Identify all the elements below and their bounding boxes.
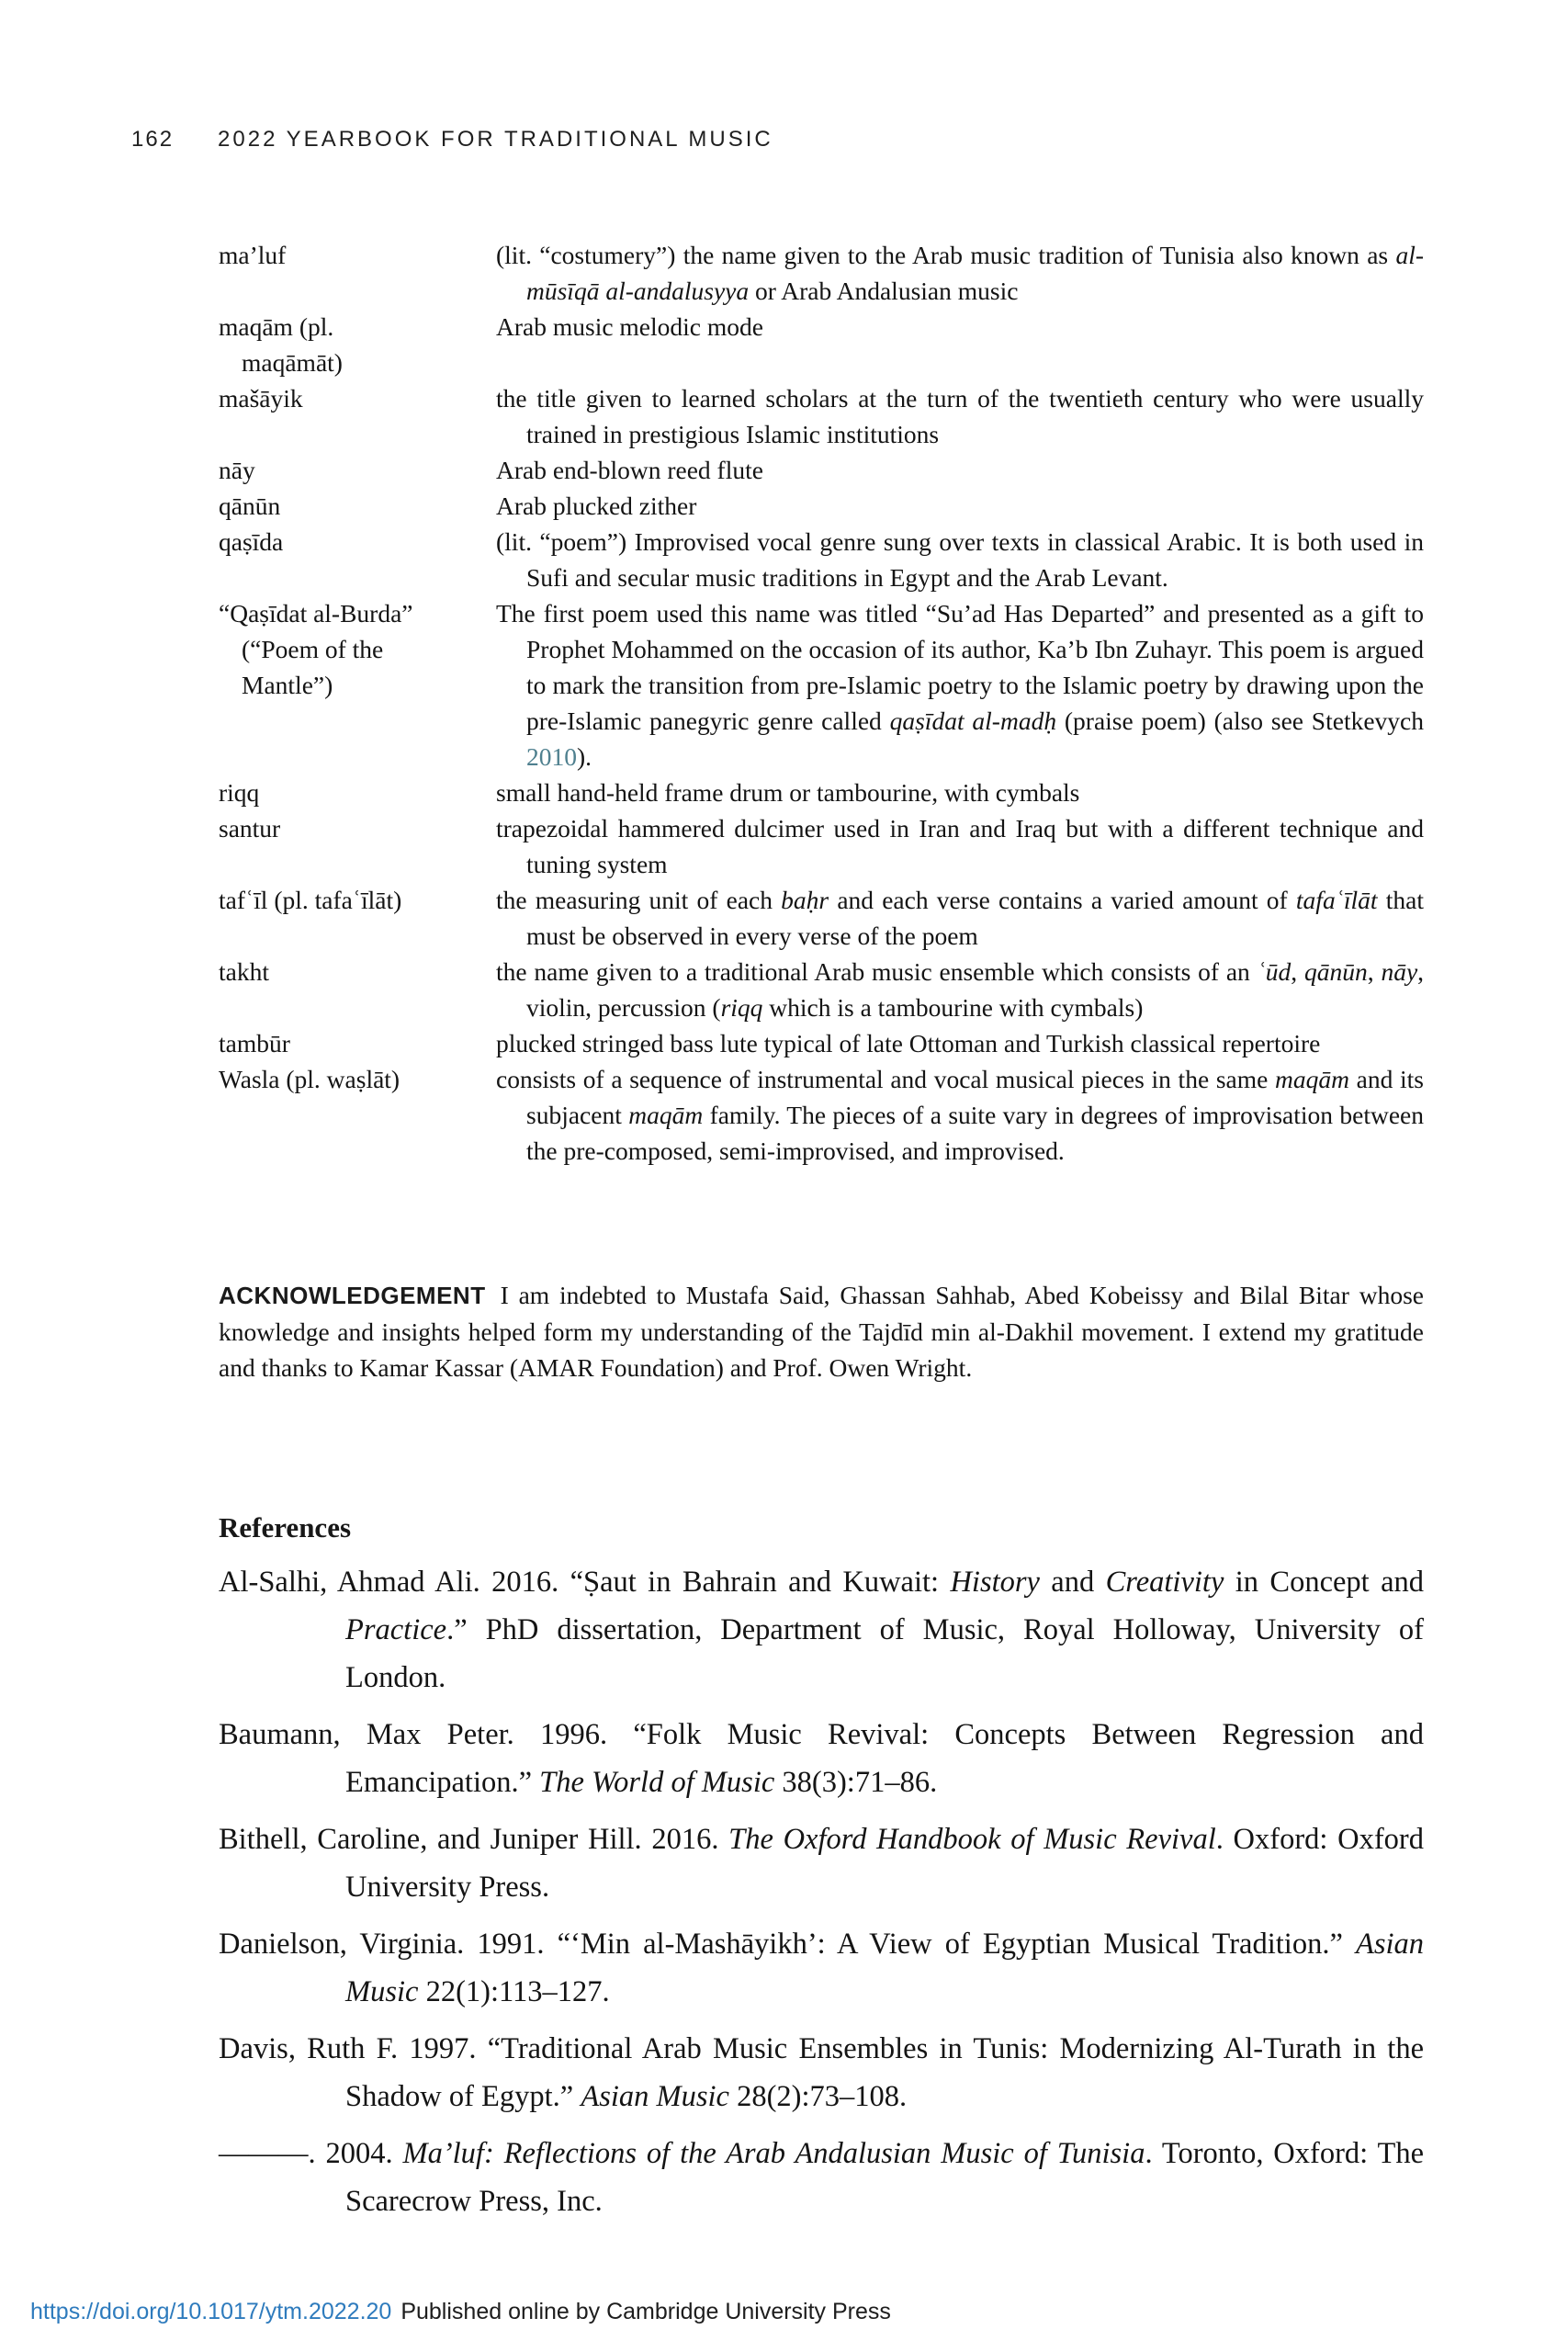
glossary-entry: [219, 810, 1424, 882]
acknowledgement-text: I am indebted to Mustafa Said, Ghassan Sahhab, Abed Kobeissy and Bilal Bitar whose knowledge and insights helped form my understanding of the Tajdīd min al-Dakhil movement. I extend my gratitude and thanks to Kamar Kassar (AMAR Foundation) and Prof. Owen Wright.: [219, 1281, 1424, 1382]
glossary-entry: [219, 380, 1424, 452]
glossary-entry: [219, 488, 1424, 524]
reference-entry: Bithell, Caroline, and Juniper Hill. 2016. The Oxford Handbook of Music Revival. Oxford: Oxford University Press.: [219, 1823, 1425, 1904]
glossary-term: tafʿīl (pl. tafaʿīlāt): [219, 886, 402, 914]
glossary-term: Wasla (pl. waṣlāt): [219, 1065, 400, 1093]
citation-link[interactable]: 2010: [526, 742, 577, 771]
glossary-definition: Arab end-blown reed flute: [496, 456, 763, 484]
glossary-definition: The first poem used this name was titled “Su’ad Has Departed” and presented as a gift to Prophet Mohammed on the occasion of its author, Ka’b Ibn Zuhayr. This poem is argued to mark the transition from pre-Islamic poetry to the Islamic poetry by drawing upon the pre-Islamic panegyric genre called qaṣīdat al-madḥ (praise poem) (also see Stetkevych 2010).: [496, 599, 1424, 771]
glossary-entry: [219, 524, 1424, 595]
glossary-entry: [219, 775, 1424, 810]
glossary-definition: the title given to learned scholars at the turn of the twentieth century who were usually trained in prestigious Islamic institutions: [496, 384, 1424, 448]
references-section: [219, 1509, 1424, 2234]
glossary-definition: small hand-held frame drum or tambourine, with cymbals: [496, 778, 1080, 807]
acknowledgement-heading: ACKNOWLEDGEMENT: [219, 1282, 486, 1309]
reference-entry: Al-Salhi, Ahmad Ali. 2016. “Ṣaut in Bahrain and Kuwait: History and Creativity in Concept and Practice.” PhD dissertation, Department of Music, Royal Holloway, University of London.: [219, 1566, 1424, 1694]
glossary-term: maqām (pl. maqāmāt): [219, 312, 343, 377]
doi-link[interactable]: https://doi.org/10.1017/ytm.2022.20: [30, 2299, 392, 2324]
glossary-entry: [219, 882, 1424, 954]
glossary-entry: [219, 595, 1424, 775]
glossary-definition: (lit. “poem”) Improvised vocal genre sung over texts in classical Arabic. It is both used in Sufi and secular music traditions in Egypt and the Arab Levant.: [496, 527, 1424, 592]
glossary-definition: consists of a sequence of instrumental and vocal musical pieces in the same maqām and its subjacent maqām family. The pieces of a suite vary in degrees of improvisation between the pre-composed, semi-improvised, and improvised.: [496, 1065, 1424, 1165]
reference-entry: ———. 2004. Ma’luf: Reflections of the Arab Andalusian Music of Tunisia. Toronto, Oxford: The Scarecrow Press, Inc.: [219, 2137, 1425, 2218]
glossary-definition: the name given to a traditional Arab music ensemble which consists of an ʿūd, qānūn, nāy, violin, percussion (riqq which is a tambourine with cymbals): [496, 957, 1425, 1022]
glossary-term: mašāyik: [219, 384, 303, 413]
reference-entry: Danielson, Virginia. 1991. “‘Min al-Mashāyikh’: A View of Egyptian Musical Tradition.” Asian Music 22(1):113–127.: [219, 1928, 1424, 2008]
glossary-entry: [219, 1061, 1424, 1169]
glossary-term: takht: [219, 957, 269, 986]
references-list: [219, 1558, 1424, 2225]
reference-entry: Baumann, Max Peter. 1996. “Folk Music Revival: Concepts Between Regression and Emancipation.” The World of Music 38(3):71–86.: [219, 1718, 1424, 1799]
glossary-definition: (lit. “costumery”) the name given to the Arab music tradition of Tunisia also known as al-mūsīqā al-andalusyya or Arab Andalusian music: [496, 241, 1424, 305]
glossary-entry: [219, 954, 1424, 1025]
publisher-note: Published online by Cambridge University Press: [400, 2299, 891, 2324]
glossary-term: qaṣīda: [219, 527, 284, 556]
reference-entry: Davis, Ruth F. 1997. “Traditional Arab Music Ensembles in Tunis: Modernizing Al-Turath in the Shadow of Egypt.” Asian Music 28(2):73–108.: [219, 2032, 1424, 2113]
glossary-term: santur: [219, 814, 281, 842]
acknowledgement: [219, 1277, 1424, 1385]
glossary-term: riqq: [219, 778, 260, 807]
glossary-entry: [219, 452, 1424, 488]
glossary-term: “Qaṣīdat al-Burda” (“Poem of the Mantle”): [219, 599, 413, 699]
glossary-term: ma’luf: [219, 241, 287, 269]
glossary-entry: [219, 309, 1424, 380]
glossary-definition: the measuring unit of each baḥr and each verse contains a varied amount of tafaʿīlāt that must be observed in every verse of the poem: [496, 886, 1424, 950]
glossary-definition: Arab plucked zither: [496, 492, 697, 520]
glossary-term: nāy: [219, 456, 255, 484]
glossary-term: tambūr: [219, 1029, 290, 1057]
footer: [30, 2299, 891, 2325]
glossary-list: [219, 237, 1424, 1169]
glossary-definition: Arab music melodic mode: [496, 312, 763, 341]
glossary-definition: plucked stringed bass lute typical of late Ottoman and Turkish classical repertoire: [496, 1029, 1321, 1057]
references-heading: References: [219, 1511, 352, 1544]
glossary-entry: [219, 1025, 1424, 1061]
page-number: 162: [131, 127, 175, 152]
glossary-definition: trapezoidal hammered dulcimer used in Iran and Iraq but with a different technique and tuning system: [496, 814, 1424, 878]
running-head-title: 2022 YEARBOOK FOR TRADITIONAL MUSIC: [218, 127, 773, 152]
running-head: [131, 127, 773, 153]
glossary-term: qānūn: [219, 492, 281, 520]
glossary-entry: [219, 237, 1424, 309]
